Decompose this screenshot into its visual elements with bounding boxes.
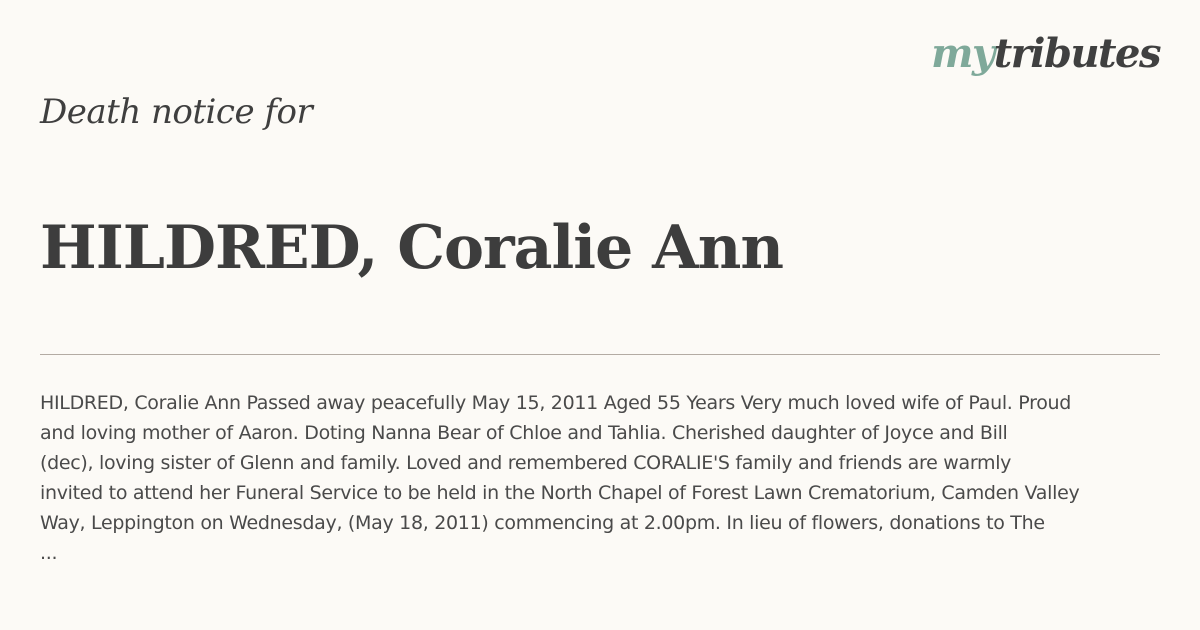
divider <box>40 354 1160 355</box>
mytributes-logo[interactable] <box>931 30 1160 77</box>
logo-tributes: tributes <box>993 30 1160 77</box>
logo-my: my <box>931 30 994 77</box>
notice-text: HILDRED, Coralie Ann Passed away peacefully May 15, 2011 Aged 55 Years Very much loved wife of Paul. Proud and loving mother of Aaron. Doting Nanna Bear of Chloe and Tahlia. Cherished daughter of Joyce and Bill (dec), loving sister of Glenn and family. Loved and remembered CORALIE'S family and friends are warmly invited to attend her Funeral Service to be held in the North Chapel of Forest Lawn Crematorium, Camden Valley Way, Leppington on Wednesday, (May 18, 2011) commencing at 2.00pm. In lieu of flowers, donations to The ... <box>40 392 1080 564</box>
deceased-name: HILDRED, Coralie Ann <box>40 213 783 283</box>
notice-eyebrow: Death notice for <box>40 92 313 132</box>
